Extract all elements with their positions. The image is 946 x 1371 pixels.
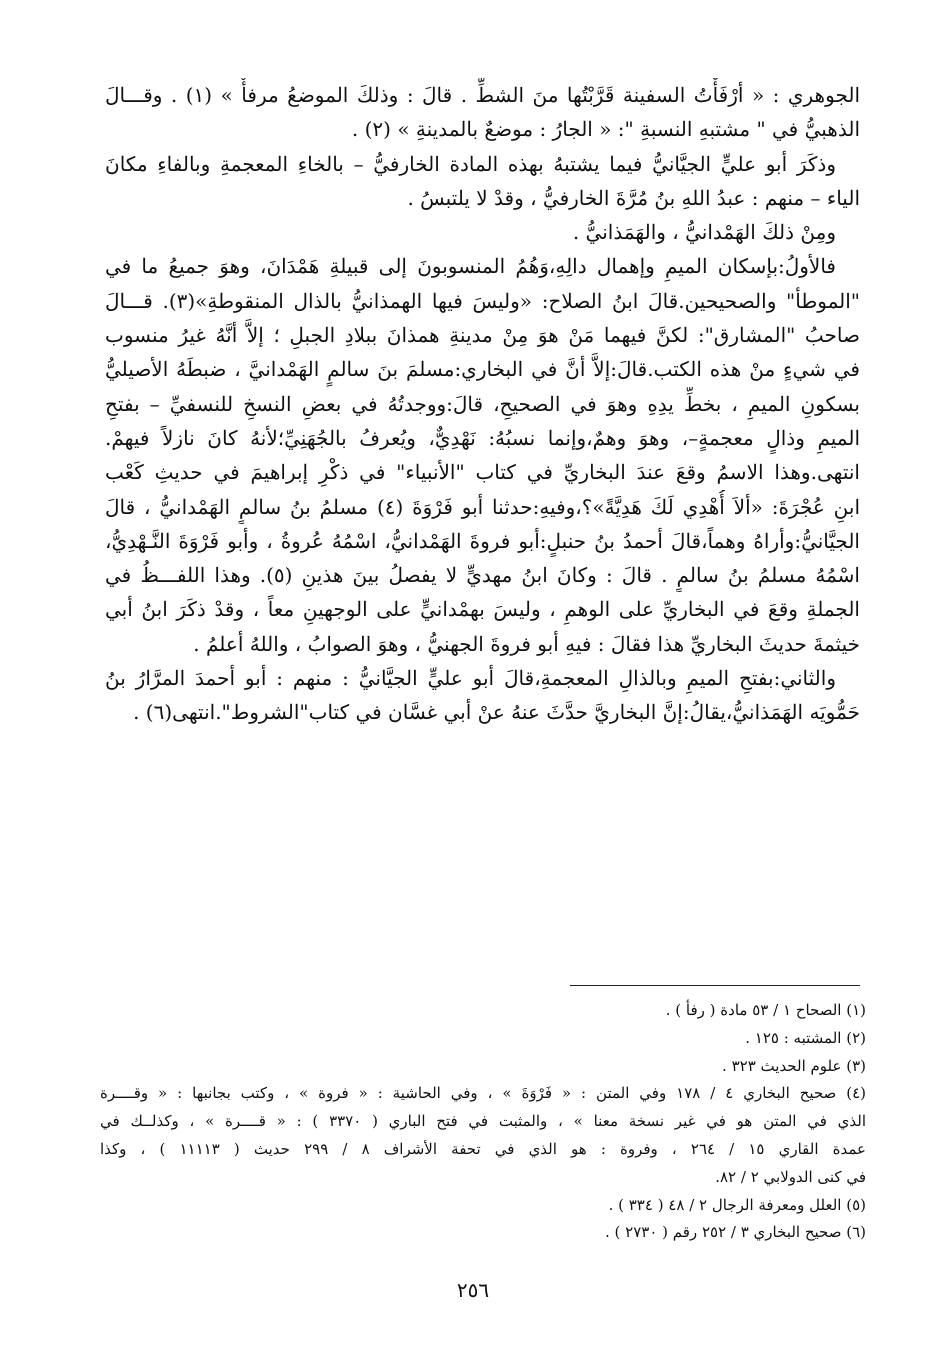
footnotes: [100, 997, 866, 1247]
footnote: (٥) العلل ومعرفة الرجال ٢ / ٤٨ ( ٣٣٤ ) .: [608, 1195, 866, 1214]
text-line: حَمُّويَه الهَمَذانيُّ،يقالُ:إنَّ البخاريَّ حدَّثَ عنهُ عنْ أبي غسَّان في كتاب"الشروط".انتهى(٦) .: [133, 700, 860, 725]
footnote-continuation: عمدة القاري ١٥ / ٢٦٤ ، وفروة : هو الذي في تحفة الأشراف ٨ / ٢٩٩ حديث ( ١١١١٣ ) ، وكذا: [100, 1139, 866, 1158]
text-line: انتهى.وهذا الاسمُ وقعَ عندَ البخاريِّ في كتاب "الأنبياء" في ذكْرِ إبراهيمَ في حديثِ كَعْب: [105, 460, 860, 485]
text-line: صاحبُ "المشارق": لكنَّ فيهما مَنْ هوَ مِنْ مدينةِ همذانَ ببلادِ الجبلِ ؛ إلاَّ أنَّهُ غيرُ منسوب: [105, 323, 860, 348]
text-line: بسكونِ الميمِ ، بخطِّ يدِهِ وهوَ في الصحيحِ، قالَ:ووجدتُهُ في بعضِ النسخِ للنسفيِّ – بفتحِ: [105, 391, 860, 416]
footnote: (٢) المشتبه : ١٢٥ .: [745, 1028, 866, 1047]
footnote-continuation: الذي في المتن هو في غير نسخة معنا » ، والمثبت في فتح الباري ( ٣٣٧٠ ) : « قــــرة » ، وكذلــك في: [100, 1112, 866, 1131]
text-line: خيثمةَ حديثَ البخاريِّ هذا فقالَ : فيهِ أبو فروةَ الجهنيُّ ، وهوَ الصوابُ ، واللهُ أعلمُ .: [193, 631, 860, 656]
text-line: فالأولُ:بإسكان الميمِ وإهمال دالِهِ،وَهُمُ المنسوبونَ إلى قبيلةِ هَمْدَانَ، وهوَ جميعُ ما في: [105, 254, 836, 279]
footnote: (١) الصحاح ١ / ٥٣ مادة ( رفأ ) .: [665, 1001, 866, 1019]
text-line: في شيءٍ منْ هذه الكتب.قالَ:إلاَّ أنَّ في البخاري:مسلمَ بنَ سالمٍ الهَمْدانيَّ ، ضبطَهُ الأصيليُّ: [105, 357, 860, 382]
text-line: "الموطأ" والصحيحين.قالَ ابنُ الصلاح: «وليسَ فيها الهمذانيُّ بالذال المنقوطةِ»(٣). قـــالَ: [105, 288, 860, 313]
text-line: الجملةِ وقعَ في البخاريِّ على الوهمِ ، وليسَ بهمْدانيٍّ على الوجهينِ معاً ، وقدْ ذكَرَ ابنُ أبي: [105, 597, 860, 622]
footnote-separator: [570, 985, 860, 986]
text-line: الميمِ وذالٍ معجمةٍ–، وهوَ وهمٌ،وإنما نسبُهُ: نَهْدِيٌّ، ويُعرفُ بالجُهَنِيِّ؛لأنهُ كانَ نازلاً فيهمْ.: [105, 425, 860, 450]
text-line: والثاني:بفتحِ الميمِ وبالذالِ المعجمةِ،قالَ أبو عليٍّ الجيَّانيُّ : منهم : أبو أحمدَ المرَّارُ بنُ: [105, 666, 836, 691]
main-text: [105, 78, 860, 730]
text-line: ابنِ عُجْرَةَ: «ألاَ أُهْدِي لَكَ هَدِيَّةً»؟،وفيهِ:حدثنا أبو فَرْوَةَ (٤) مسلمُ بنُ سالمٍ الهَمْدانيُّ ، قالَ: [105, 494, 860, 519]
footnote: (٤) صحيح البخاري ٤ / ١٧٨ وفي المتن : « فَرْوَةَ » ، وفي الحاشية : « فروة » ، وكتب بجانبها : « وقــــرة: [100, 1084, 866, 1103]
footnote-continuation: في كنى الدولابي ٢ / ٨٢.: [715, 1167, 866, 1186]
text-line: الجوهري : « أرْفَأْتُ السفينة قَرَّبْتُها منَ الشطِّ . قالَ : وذلكَ الموضعُ مرفأٌ » (١) . وقـــالَ: [105, 83, 860, 107]
text-line: الجيَّانيُّ:وأراهُ وهماً،قالَ أحمدُ بنُ حنبلٍ:أبو فروةَ الهَمْدانيُّ، اسْمُهُ عُروةُ ، وأبو فَرْوَةَ النَّـهْدِيُّ،: [105, 528, 860, 553]
page-number: ٢٥٦: [456, 1278, 490, 1302]
text-line: اسْمُهُ مسلمُ بنُ سالمٍ . قالَ : وكانَ ابنُ مهديٍّ لا يفصلُ بينَ هذينِ (٥). وهذا اللفـــظُ في: [105, 563, 860, 588]
text-line: الذهبيُّ في " مشتبهِ النسبةِ ": « الجارُ : موضعٌ بالمدينةِ » (٢) .: [351, 117, 860, 142]
text-line: ومِنْ ذلكَ الهَمْدانيُّ ، والهَمَذانيُّ .: [572, 220, 836, 245]
footnote: (٣) علوم الحديث ٣٢٣ .: [722, 1056, 866, 1075]
text-line: الياء – منهم : عبدُ اللهِ بنُ مُرَّةَ الخارفيُّ ، وقدْ لا يلتبسُ .: [407, 185, 860, 210]
footnote: (٦) صحيح البخاري ٣ / ٢٥٢ رقم ( ٢٧٣٠ ) .: [605, 1223, 866, 1242]
text-line: وذكَرَ أبو عليٍّ الجيَّانيُّ فيما يشتبهُ بهذه المادة الخارفيُّ – بالخاءِ المعجمةِ وبالفاءِ مكانَ: [105, 151, 836, 176]
